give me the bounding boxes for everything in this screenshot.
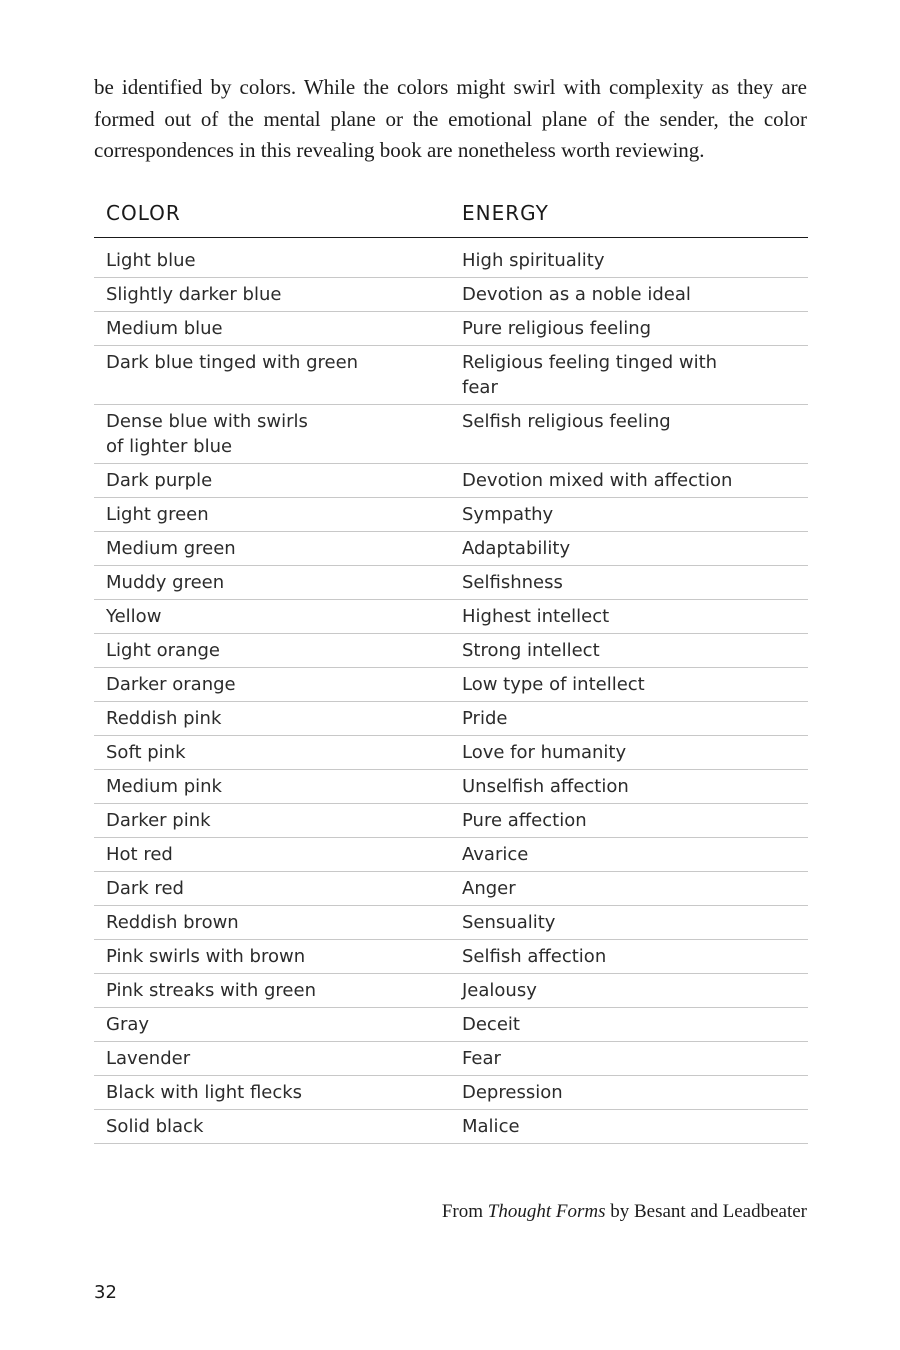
intro-paragraph: be identified by colors. While the colors might swirl with complexity as they are formed out of the mental plane or the emotional plane of the sender, the color correspondences in this revealing book are nonetheless worth reviewing. [94, 75, 807, 162]
cell-energy [450, 312, 808, 346]
credit-prefix: From [441, 1201, 488, 1222]
cell-energy [450, 405, 808, 464]
table-row [94, 770, 808, 804]
cell-energy [450, 600, 808, 634]
energy-description: Strong intellect [462, 640, 600, 661]
color-name: Muddy green [106, 572, 225, 593]
cell-energy [450, 906, 808, 940]
color-name: Hot red [106, 844, 173, 865]
cell-color [94, 405, 450, 464]
energy-description: Depression [462, 1082, 563, 1103]
color-name: Dark purple [106, 470, 213, 491]
energy-description: Pride [462, 708, 508, 729]
energy-description: Jealousy [462, 980, 537, 1001]
table-row [94, 238, 808, 278]
table-row [94, 278, 808, 312]
source-credit [442, 1201, 807, 1223]
cell-energy [450, 974, 808, 1008]
energy-description: Religious feeling tinged with fear [462, 352, 718, 398]
table-row [94, 1110, 808, 1144]
table-row [94, 974, 808, 1008]
energy-description: Fear [462, 1048, 501, 1069]
energy-description: Selfish religious feeling [462, 411, 671, 432]
color-energy-table [94, 189, 808, 1144]
color-name: Medium pink [106, 776, 222, 797]
cell-energy [450, 668, 808, 702]
color-name: Pink swirls with brown [106, 946, 306, 967]
table-row [94, 702, 808, 736]
cell-color [94, 238, 450, 278]
cell-color [94, 804, 450, 838]
cell-energy [450, 804, 808, 838]
energy-description: Pure religious feeling [462, 318, 652, 339]
color-name: Reddish pink [106, 708, 222, 729]
color-name: Darker pink [106, 810, 211, 831]
cell-color [94, 702, 450, 736]
table-row [94, 532, 808, 566]
table-row [94, 804, 808, 838]
cell-color [94, 634, 450, 668]
color-name: Medium blue [106, 318, 223, 339]
cell-color [94, 668, 450, 702]
color-name: Light blue [106, 250, 196, 271]
color-name: Pink streaks with green [106, 980, 316, 1001]
energy-description: Devotion mixed with affection [462, 470, 733, 491]
cell-energy [450, 634, 808, 668]
table-row [94, 1076, 808, 1110]
energy-description: Adaptability [462, 538, 571, 559]
cell-energy [450, 1076, 808, 1110]
cell-energy [450, 1110, 808, 1144]
table-row [94, 1008, 808, 1042]
energy-description: Love for humanity [462, 742, 627, 763]
energy-description: Unselfish affection [462, 776, 629, 797]
table-row [94, 668, 808, 702]
cell-color [94, 940, 450, 974]
color-name: Soft pink [106, 742, 186, 763]
table-header-row [94, 189, 808, 238]
color-name: Light green [106, 504, 209, 525]
table-row [94, 600, 808, 634]
cell-color [94, 1110, 450, 1144]
energy-description: Low type of intellect [462, 674, 645, 695]
cell-energy [450, 278, 808, 312]
energy-description: Pure affection [462, 810, 587, 831]
cell-color [94, 346, 450, 405]
credit-book-title: Thought Forms [487, 1201, 606, 1222]
energy-description: Selfishness [462, 572, 563, 593]
color-name: Dark red [106, 878, 184, 899]
energy-description: Deceit [462, 1014, 520, 1035]
table-row [94, 464, 808, 498]
table-body [94, 238, 808, 1144]
cell-energy [450, 838, 808, 872]
cell-energy [450, 940, 808, 974]
color-name: Reddish brown [106, 912, 239, 933]
table-row [94, 906, 808, 940]
table-row [94, 634, 808, 668]
cell-energy [450, 464, 808, 498]
color-name: Dark blue tinged with green [106, 352, 359, 373]
header-color: COLOR [94, 189, 450, 238]
cell-energy [450, 1042, 808, 1076]
cell-color [94, 770, 450, 804]
table-row [94, 736, 808, 770]
color-name: Lavender [106, 1048, 191, 1069]
cell-color [94, 1008, 450, 1042]
cell-color [94, 974, 450, 1008]
cell-color [94, 1042, 450, 1076]
cell-energy [450, 566, 808, 600]
cell-energy [450, 498, 808, 532]
color-name: Black with light flecks [106, 1082, 303, 1103]
cell-energy [450, 532, 808, 566]
color-name: Darker orange [106, 674, 236, 695]
cell-color [94, 600, 450, 634]
table-row [94, 940, 808, 974]
table-row [94, 405, 808, 464]
page-number: 32 [94, 1282, 117, 1303]
cell-energy [450, 770, 808, 804]
color-name: Medium green [106, 538, 236, 559]
color-name: Slightly darker blue [106, 284, 282, 305]
cell-color [94, 498, 450, 532]
color-name: Yellow [106, 606, 162, 627]
header-energy: ENERGY [450, 189, 808, 238]
energy-description: Avarice [462, 844, 529, 865]
energy-description: Sympathy [462, 504, 554, 525]
table-row [94, 872, 808, 906]
cell-color [94, 1076, 450, 1110]
table-row [94, 566, 808, 600]
cell-energy [450, 702, 808, 736]
cell-energy [450, 238, 808, 278]
table-row [94, 1042, 808, 1076]
energy-description: Sensuality [462, 912, 556, 933]
color-name: Solid black [106, 1116, 204, 1137]
cell-color [94, 838, 450, 872]
table-row [94, 312, 808, 346]
cell-color [94, 566, 450, 600]
color-name: Dense blue with swirls of lighter blue [106, 411, 308, 457]
cell-color [94, 312, 450, 346]
energy-description: Devotion as a noble ideal [462, 284, 691, 305]
cell-energy [450, 872, 808, 906]
cell-color [94, 532, 450, 566]
cell-color [94, 278, 450, 312]
table-row [94, 498, 808, 532]
table-row [94, 346, 808, 405]
table-row [94, 838, 808, 872]
cell-color [94, 906, 450, 940]
energy-description: Highest intellect [462, 606, 610, 627]
energy-description: Anger [462, 878, 516, 899]
energy-description: High spirituality [462, 250, 605, 271]
cell-color [94, 872, 450, 906]
cell-color [94, 464, 450, 498]
energy-description: Selfish affection [462, 946, 607, 967]
cell-color [94, 736, 450, 770]
cell-energy [450, 346, 808, 405]
color-name: Light orange [106, 640, 220, 661]
energy-description: Malice [462, 1116, 520, 1137]
cell-energy [450, 1008, 808, 1042]
color-name: Gray [106, 1014, 150, 1035]
credit-suffix: by Besant and Leadbeater [605, 1201, 807, 1222]
cell-energy [450, 736, 808, 770]
